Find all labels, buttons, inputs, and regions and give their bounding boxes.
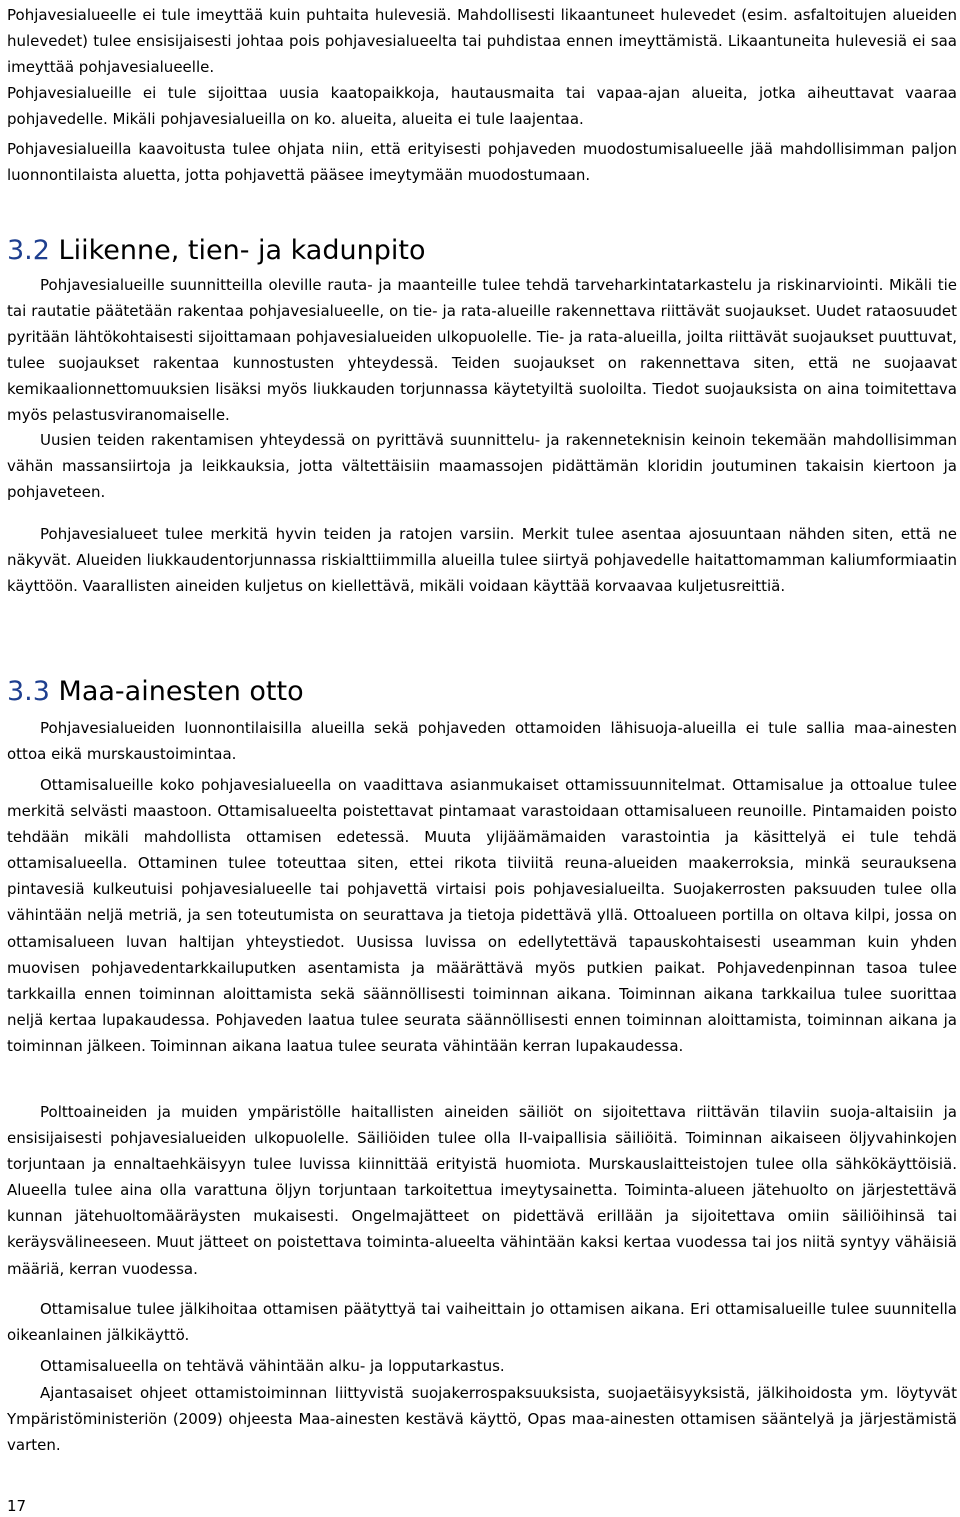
section-3-3-paragraph-2: Ottamisalueille koko pohjavesialueella on vaadittava asianmukaiset ottamissuunnitelmat. Ottamisalue ja ottoalue tulee merkitä selvästi maastoon. Ottamisalueelta poistettavat pintamaat varastoidaan ottamisalueen reunoille. Pintamaiden poisto tehdään mikäli mahdollista ottamisen edetessä. Muuta ylijäämämaiden varastointia ja käsittelyä ei tule tehdä ottamisalueella. Ottaminen tulee toteuttaa siten, ettei rikota tiiviitä reuna-alueiden maakerroksia, minkä seurauksena pintavesiä kulkeutuisi pohjavesialueelle tai pohjavettä virtaisi pois pohjavesialueilta. Suojakerrosten paksuuden tulee olla vähintään neljä metriä, ja sen toteutumista on seurattava ja tietoja pidettävä yllä. Ottoalueen portilla on oltava kilpi, jossa on ottamisalueen luvan haltijan yhteystiedot. Uusissa luvissa on edellytettävä tapauskohtaisesti useamman kuin yhden muovisen pohjavedentarkkailuputken asentamista ja määrättävä myös putkien paikat. Pohjavedenpinnan tasoa tulee tarkkailla ennen toiminnan aloittamista sekä säännöllisesti toiminnan aikana. Toiminnan aikana tarkkailua tulee suorittaa neljä kertaa lupakaudessa. Pohjaveden laatua tulee seurata säännöllisesti ennen toiminnan aloittamista, toiminnan aikana ja toiminnan jälkeen. Toiminnan aikana laatua tulee seurata vähintään kerran lupakaudessa. xyxy=(7,776,957,1055)
section-heading-3-2 xyxy=(7,234,425,268)
section-number: 3.2 xyxy=(7,235,50,266)
intro-paragraph-3: Pohjavesialueilla kaavoitusta tulee ohjata niin, että erityisesti pohjaveden muodostumisalueelle jää mahdollisimman paljon luonnontilaista aluetta, jotta pohjavettä pääsee imeytymään muodostumaan. xyxy=(7,140,957,185)
section-title: Maa-ainesten otto xyxy=(58,676,304,707)
section-3-3-paragraph-6: Ajantasaiset ohjeet ottamistoiminnan liittyvistä suojakerrospaksuuksista, suojaetäisyyksistä, jälkihoidosta ym. löytyvät Ympäristöministeriön (2009) ohjeesta Maa-ainesten kestävä käyttö, Opas maa-ainesten ottamisen sääntelyä ja järjestämistä varten. xyxy=(7,1384,957,1455)
section-3-3-paragraph-1: Pohjavesialueiden luonnontilaisilla alueilla sekä pohjaveden ottamoiden lähisuoja-alueilla ei tule sallia maa-ainesten ottoa eikä murskaustoimintaa. xyxy=(7,719,957,764)
section-3-3-paragraph-5: Ottamisalueella on tehtävä vähintään alku- ja lopputarkastus. xyxy=(40,1357,505,1375)
intro-paragraph-1: Pohjavesialueelle ei tule imeyttää kuin puhtaita hulevesiä. Mahdollisesti likaantuneet hulevedet (esim. asfaltoitujen alueiden hulevedet) tulee ensisijaisesti johtaa pois pohjavesialueelta tai puhdistaa ennen imeyttämistä. Likaantuneita hulevesiä ei saa imeyttää pohjavesialueelle. xyxy=(7,6,957,77)
section-heading-3-3 xyxy=(7,675,304,709)
section-3-3-paragraph-4: Ottamisalue tulee jälkihoitaa ottamisen päätyttyä tai vaiheittain jo ottamisen aikana. Eri ottamisalueille tulee suunnitella oikeanlainen jälkikäyttö. xyxy=(7,1300,957,1345)
intro-paragraph-2: Pohjavesialueille ei tule sijoittaa uusia kaatopaikkoja, hautausmaita tai vapaa-ajan alueita, jotka aiheuttavat vaaraa pohjavedelle. Mikäli pohjavesialueilla on ko. alueita, alueita ei tule laajentaa. xyxy=(7,84,957,129)
section-title: Liikenne, tien- ja kadunpito xyxy=(58,235,426,266)
page-number: 17 xyxy=(7,1497,27,1515)
section-3-2-paragraph-3: Pohjavesialueet tulee merkitä hyvin teiden ja ratojen varsiin. Merkit tulee asentaa ajosuuntaan nähden siten, että ne näkyvät. Alueiden liukkaudentorjunnassa riskialttiimmilla alueilla tulee siirtyä pohjavedelle haitattomamman kaliumformiaatin käyttöön. Vaarallisten aineiden kuljetus on kiellettävä, mikäli voidaan käyttää korvaavaa kuljetusreittiä. xyxy=(7,525,957,596)
section-number: 3.3 xyxy=(7,676,50,707)
section-3-2-paragraph-2: Uusien teiden rakentamisen yhteydessä on pyrittävä suunnittelu- ja rakenneteknisin keinoin tekemään mahdollisimman vähän massansiirtoja ja leikkauksia, jotta vältettäisiin maamassojen pidättämän kloridin joutuminen takaisin kiertoon ja pohjaveteen. xyxy=(7,431,957,502)
section-3-2-paragraph-1: Pohjavesialueille suunnitteilla oleville rauta- ja maanteille tulee tehdä tarveharkintatarkastelu ja riskinarviointi. Mikäli tie tai rautatie päätetään rakentaa pohjavesialueelle, on tie- ja rata-alueille rakennettava riittävät suojaukset. Uudet rataosuudet pyritään lähtökohtaisesti sijoittamaan pohjavesialueiden ulkopuolelle. Tie- ja rata-alueilla, joilta riittävät suojaukset puuttuvat, tulee suojaukset rakentaa kunnostusten yhteydessä. Teiden suojaukset on rakennettava siten, että ne suojaavat kemikaalionnettomuuksien lisäksi myös liukkauden torjunnassa käytetyiltä suoloilta. Tiedot suojauksista on aina toimitettava myös pelastusviranomaiselle. xyxy=(7,276,957,425)
section-3-3-paragraph-3: Polttoaineiden ja muiden ympäristölle haitallisten aineiden säiliöt on sijoitettava riittävän tilaviin suoja-altaisiin ja ensisijaisesti pohjavesialueiden ulkopuolelle. Säiliöiden tulee olla II-vaipallisia säiliöitä. Toiminnan aikaiseen öljyvahinkojen torjuntaan ja ennaltaehkäisyyn tulee luvissa kiinnittää erityistä huomiota. Murskauslaitteistojen tulee olla sähkökäyttöisiä. Alueella tulee aina olla varattuna öljyn torjuntaan tarkoitettua imeytysainetta. Toiminta-alueen jätehuolto on järjestettävä kunnan jätehuoltomääräysten mukaisesti. Ongelmajätteet on pidettävä erillään ja sijoitettava omiin säiliöihinsä tai keräysvälineeseen. Muut jätteet on poistettava toiminta-alueelta vähintään kaksi kertaa vuodessa tai jos niitä syntyy vähäisiä määriä, kerran vuodessa. xyxy=(7,1103,957,1278)
